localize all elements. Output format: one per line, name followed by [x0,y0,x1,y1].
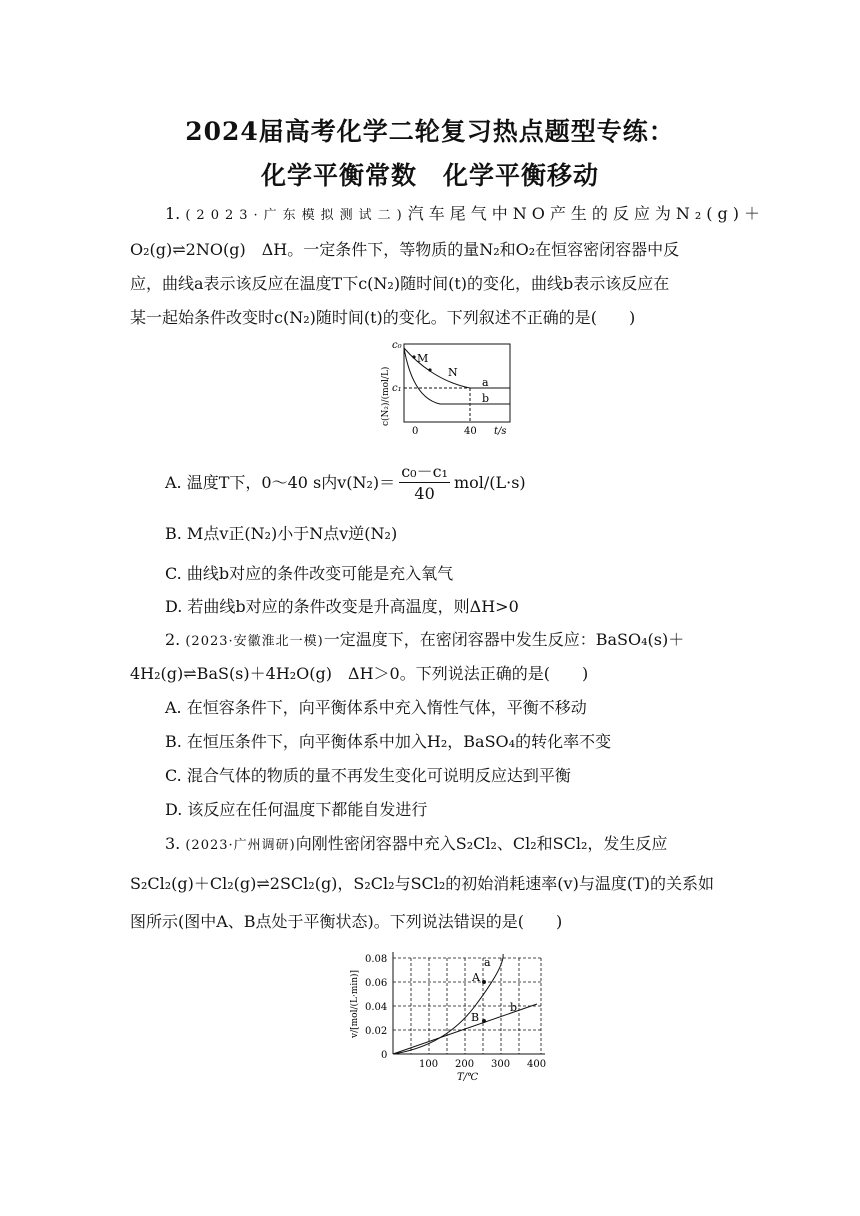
q3-x-label: T/℃ [457,1072,479,1083]
q1-option-a: A. 温度T下，0～40 s内v(N₂)＝ $\frac{\text{c₀－c₁}}{40}$ mol/(L·s) [165,462,526,503]
q3-curve-b: b [510,1001,518,1014]
q1-option-d: D. 若曲线b对应的条件改变是升高温度，则ΔH>0 [165,597,519,616]
q3-ytick-004: 0.04 [365,1002,388,1013]
q1-x-unit: t/s [494,426,507,437]
q3-xtick-400: 400 [527,1059,547,1070]
q3-xtick-200: 200 [455,1059,475,1070]
q2-stem-line1: 2. (2023·安徽淮北一模)一定温度下，在密闭容器中发生反应：BaSO₄(s)＋ [165,630,685,649]
q1-point-n: N [448,366,458,379]
q1-option-c: C. 曲线b对应的条件改变可能是充入氧气 [165,564,454,583]
q3-stem-line1: 3. (2023·广州调研)向刚性密闭容器中充入S₂Cl₂、Cl₂和SCl₂，发生反应 [165,834,668,853]
document-title-line2: 化学平衡常数 化学平衡移动 [260,161,599,190]
q2-option-d: D. 该反应在任何温度下都能自发进行 [165,800,428,819]
q1-stem-line1: 1. (2023·广东模拟测试二)汽车尾气中NO产生的反应为N₂(g)＋ [165,204,765,223]
document-title-line1: 2024届高考化学二轮复习热点题型专练： [185,117,675,146]
q1-curve-a: a [482,376,489,389]
q3-ytick-002: 0.02 [365,1026,388,1037]
q3-xtick-300: 300 [491,1059,511,1070]
q1-xtick-40: 40 [464,426,477,437]
q1-stem-line4: 某一起始条件改变时c(N₂)随时间(t)的变化。下列叙述不正确的是( ) [130,308,636,327]
q1-xtick-0: 0 [412,426,419,437]
q2-option-a: A. 在恒容条件下，向平衡体系中充入惰性气体，平衡不移动 [165,698,587,717]
q3-ytick-0: 0 [381,1050,388,1061]
q3-y-label: v/[mol/(L·min)] [350,969,360,1038]
q1-ytick-c0: c₀ [392,340,402,351]
q3-rate-graph [345,946,555,1096]
q1-curve-b: b [482,392,490,405]
q1-option-b: B. M点v正(N₂)小于N点v逆(N₂) [165,524,398,543]
q3-stem-line2: S₂Cl₂(g)＋Cl₂(g)⇌2SCl₂(g)，S₂Cl₂与SCl₂的初始消耗速率(v)与温度(T)的关系如 [130,874,714,893]
q3-ytick-006: 0.06 [365,978,388,989]
q3-point-a: A [472,971,480,984]
q1-stem-line2: O₂(g)⇌2NO(g) ΔH。一定条件下，等物质的量N₂和O₂在恒容密闭容器中反 [130,240,680,259]
q3-xtick-100: 100 [419,1059,439,1070]
q3-curve-a: a [484,956,491,969]
q3-point-b: B [471,1011,480,1024]
q2-option-c: C. 混合气体的物质的量不再发生变化可说明反应达到平衡 [165,766,571,785]
q3-ytick-008: 0.08 [365,954,388,965]
q2-option-b: B. 在恒压条件下，向平衡体系中加入H₂，BaSO₄的转化率不变 [165,732,612,751]
q1-point-m: M [417,352,429,365]
q1-y-label: c(N₂)/(mol/L) [381,366,391,426]
q1-option-a-fraction: $\frac{\text{c₀－c₁}}{40}$ [401,462,448,503]
q1-concentration-graph [370,336,520,442]
q2-stem-line2: 4H₂(g)⇌BaS(s)＋4H₂O(g) ΔH＞0。下列说法正确的是( ) [130,664,589,683]
q1-ytick-c1: c₁ [392,383,402,394]
q3-stem-line3: 图所示(图中A、B点处于平衡状态)。下列说法错误的是( ) [130,912,563,931]
q1-stem-line3: 应，曲线a表示该反应在温度T下c(N₂)随时间(t)的变化，曲线b表示该反应在 [130,274,670,293]
